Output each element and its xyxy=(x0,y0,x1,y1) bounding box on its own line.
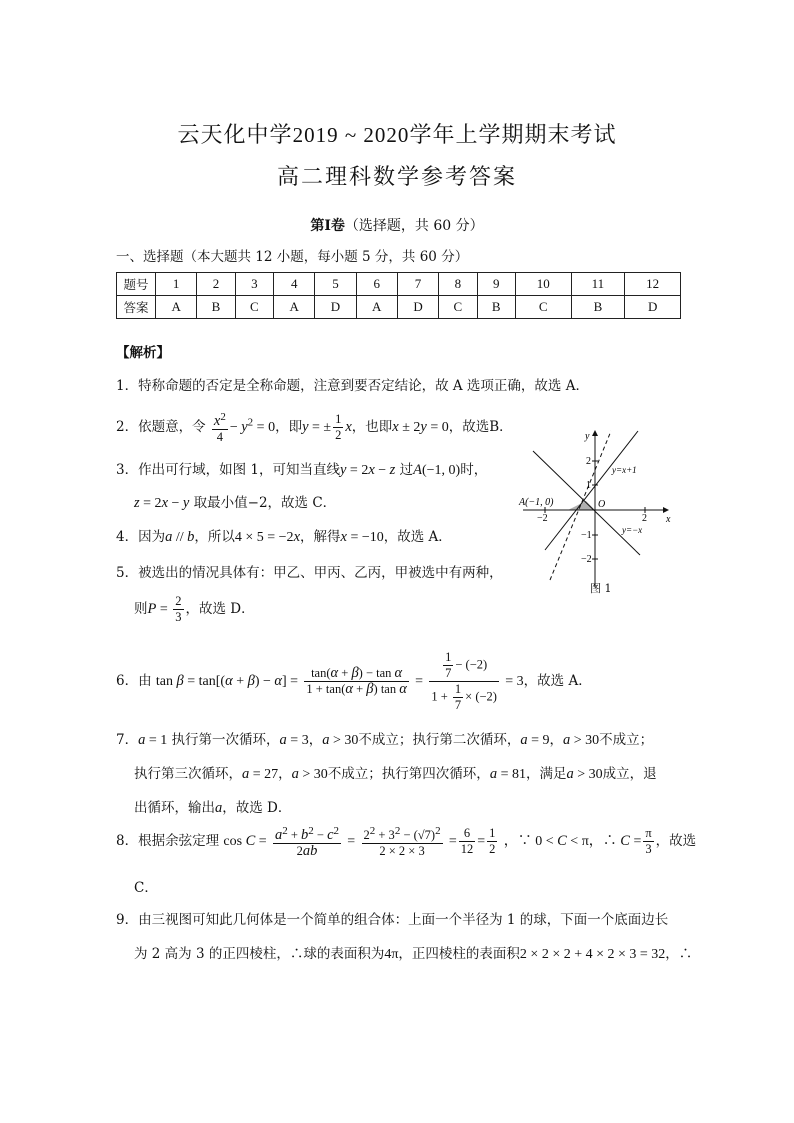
question-number: 6 xyxy=(356,273,397,296)
solution-6: 6．由 tan β = tan[(α + β) − α] = $\frac{\text{tan(α + β) − tan α}}{\text{1 + tan(α + β) tan α}}$ = $\frac{1}{7}$ − (−2) 1 + $\frac{1}{7}$ × (−2) = 3，故选 A． xyxy=(116,650,592,712)
section-heading: 一、选择题（本大题共 12 小题，每小题 5 分，共 60 分） xyxy=(116,249,469,265)
point-a-label: A(−1, 0) xyxy=(519,497,554,508)
answer-cell: C xyxy=(439,296,477,319)
solution-7b: 执行第三次循环，a = 27，a > 30不成立；执行第四次循环，a = 81，满足a > 30成立，退 xyxy=(134,766,657,782)
answer-cell: A xyxy=(274,296,315,319)
line2-label: y=−x xyxy=(622,525,643,535)
table-row xyxy=(117,273,681,296)
tick-label: 2 xyxy=(642,513,647,524)
exam-title: 云天化中学2019 ~ 2020学年上学期期末考试 xyxy=(177,123,617,148)
tick-label: −2 xyxy=(581,554,592,565)
answer-table xyxy=(116,272,681,319)
tick-label: 1 xyxy=(586,480,591,491)
question-number: 8 xyxy=(439,273,477,296)
solution-1: 1．特称命题的否定是全称命题，注意到要否定结论，故 A 选项正确，故选 A． xyxy=(116,378,589,394)
answer-cell: B xyxy=(571,296,625,319)
question-number: 9 xyxy=(477,273,515,296)
tick-label: −1 xyxy=(581,530,592,541)
answer-cell: D xyxy=(625,296,681,319)
figure-1 xyxy=(518,425,680,595)
feasible-region xyxy=(568,501,595,510)
question-number: 7 xyxy=(397,273,438,296)
solution-8b: C． xyxy=(134,880,158,896)
page-title: 高二理科数学参考答案 xyxy=(276,165,517,190)
volume-heading: 第Ⅰ卷（选择题，共 60 分） xyxy=(310,218,484,234)
question-number: 2 xyxy=(197,273,235,296)
origin-label: O xyxy=(598,499,606,510)
tick-label: 2 xyxy=(586,456,591,467)
table-row xyxy=(117,296,681,319)
question-number: 1 xyxy=(156,273,197,296)
figure-caption: 图 1 xyxy=(590,582,612,595)
y-label: y xyxy=(585,431,590,442)
question-number: 4 xyxy=(274,273,315,296)
answer-cell: B xyxy=(197,296,235,319)
question-number: 11 xyxy=(571,273,625,296)
line1-label: y=x+1 xyxy=(612,465,637,475)
solution-5a: 5．被选出的情况具体有：甲乙、甲丙、乙丙，甲被选中有两种， xyxy=(116,565,503,581)
solution-7c: 出循环，输出a，故选 D． xyxy=(134,800,292,816)
row-label: 答案 xyxy=(117,296,156,319)
answer-cell: D xyxy=(397,296,438,319)
question-number: 10 xyxy=(515,273,571,296)
solution-5b: 则P = $\frac{2}{3}$ ，故选 D． xyxy=(134,594,255,624)
solution-2: 2．依题意，令 $\frac{x^2}{4}$ − $y^2 = 0$，即y = ± $\frac{1}{2}$ x，也即x ± 2y = 0，故选B． xyxy=(116,411,513,445)
solution-4: 4．因为a // b，所以4 × 5 = −2x，解得x = −10，故选 A． xyxy=(116,529,452,545)
analysis-heading: 【解析】 xyxy=(116,345,170,361)
solution-9a: 9．由三视图可知此几何体是一个简单的组合体：上面一个半径为 1 的球，下面一个底面边长 xyxy=(116,912,669,928)
solution-9b: 为 2 高为 3 的正四棱柱，∴球的表面积为4π，正四棱柱的表面积2 × 2 × 2 + 4 × 2 × 3 = 32，∴ xyxy=(134,946,693,962)
answer-cell: C xyxy=(235,296,273,319)
x-label: x xyxy=(666,514,671,525)
question-number: 5 xyxy=(315,273,356,296)
question-number: 12 xyxy=(625,273,681,296)
answer-cell: A xyxy=(356,296,397,319)
question-number: 3 xyxy=(235,273,273,296)
solution-3a: 3．作出可行域，如图 1，可知当直线y = 2x − z 过A(−1, 0)时， xyxy=(116,462,488,478)
solution-3b: z = 2x − y 取最小值−2，故选 C． xyxy=(134,495,337,511)
answer-cell: D xyxy=(315,296,356,319)
answer-cell: B xyxy=(477,296,515,319)
solution-8a: 8．根据余弦定理 cos C = $\frac{a^2 + b^2 - c^2}{2ab}$ = $\frac{2^2 + 3^2 - (√7)^2}{2 \times 2 \times 3}$ = $\frac{6}{12}$ = $\frac{1}{2}$ ，∵ 0 < C < π，∴ C = $\frac{\pi}{3}$ ，故选 xyxy=(116,825,697,860)
answer-cell: C xyxy=(515,296,571,319)
tick-label: −2 xyxy=(537,513,548,524)
answer-cell: A xyxy=(156,296,197,319)
solution-7a: 7．a = 1 执行第一次循环，a = 3，a > 30不成立；执行第二次循环，a = 9，a > 30不成立； xyxy=(116,732,654,748)
row-label: 题号 xyxy=(117,273,156,296)
